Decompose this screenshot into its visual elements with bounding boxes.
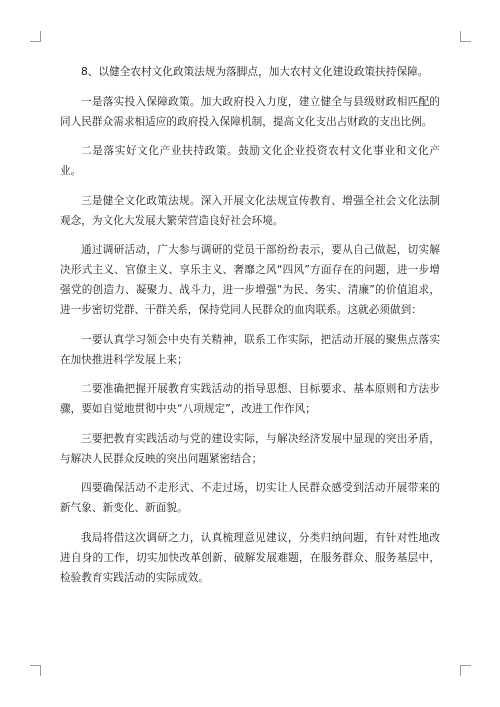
- paragraph: 三要把教育实践活动与党的建设实际，与解决经济发展中显现的突出矛盾，与解决人民群众反映的突出问题紧密结合；: [60, 432, 440, 465]
- paragraph: 一要认真学习领会中央有关精神，联系工作实际，把活动开展的聚焦点落实在加快推进科学发展上来；: [60, 333, 440, 366]
- paragraph: 三是健全文化政策法规。深入开展文化法规宣传教育、增强全社会文化法制观念，为文化大发展大繁荣营造良好社会环境。: [60, 194, 440, 227]
- paragraph: 一是落实投入保障政策。加大政府投入力度，建立健全与县级财政相匹配的同人民群众需求相适应的政府投入保障机制，提高文化支出占财政的支出比例。: [60, 95, 440, 128]
- crop-mark-top-left: [30, 31, 41, 42]
- section-heading: 8、以健全农村文化政策法规为落脚点，加大农村文化建设政策扶持保障。: [81, 66, 429, 78]
- paragraph: 二要准确把握开展教育实践活动的指导思想、目标要求、基本原则和方法步骤，要如自觉地贯彻中央“八项规定”，改进工作作风；: [60, 383, 440, 415]
- crop-mark-bottom-right: [460, 665, 471, 676]
- paragraph: 四要确保活动不走形式、不走过场，切实让人民群众感受到活动开展带来的新气象、新变化、新面貌。: [60, 482, 440, 514]
- paragraph: 通过调研活动，广大参与调研的党员干部纷纷表示，要从自己做起，切实解决形式主义、官僚主义、享乐主义、奢靡之风“四风”方面存在的问题，进一步增强党的创造力、凝聚力、战斗力，进一步增强“为民、务实、清廉”的价值追求，进一步密切党群、干群关系，保持党同人民群众的血肉联系。这就必须做到：: [60, 244, 440, 316]
- paragraph: 我局将借这次调研之力，认真梳理意见建议，分类归纳问题，有针对性地改进自身的工作，切实加快改革创新、破解发展难题，在服务群众、服务基层中，检验教育实践活动的实际成效。: [60, 531, 440, 584]
- document-body: [60, 62, 440, 597]
- paragraph: 二是落实好文化产业扶持政策。鼓励文化企业投资农村文化事业和文化产业。: [60, 145, 440, 177]
- crop-mark-bottom-left: [30, 665, 41, 676]
- crop-mark-top-right: [460, 31, 471, 42]
